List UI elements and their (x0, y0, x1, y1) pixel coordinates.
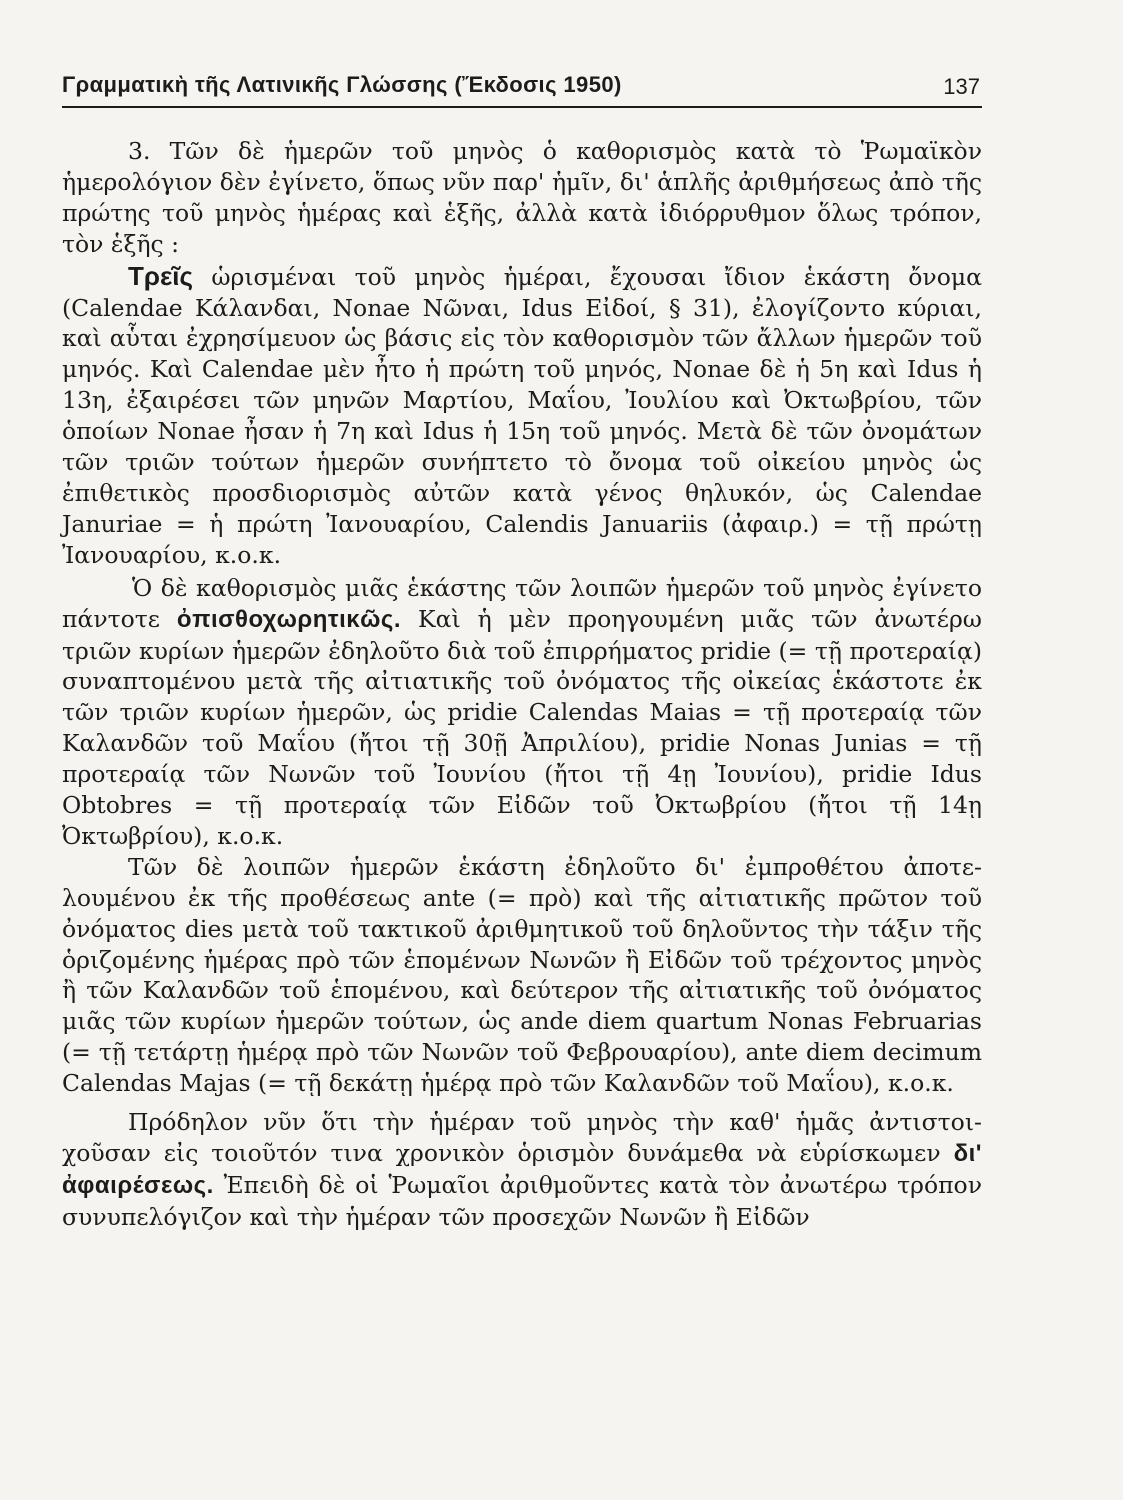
paragraph-1-text: 3. Τῶν δὲ ἡμερῶν τοῦ μηνὸς ὁ καθορισμὸς κατὰ τὸ Ῥωμαϊκὸν ἡμερολόγιον δὲν ἐγίνετο, ὅπως νῦν παρ' ἡμῖν, δι' ἁπλῆς ἀριθμήσεως ἀπὸ τῆς πρώτης τοῦ μηνὸς ἡμέρας καὶ ἑξῆς, ἀλλὰ κατὰ ἰδιόρρυθμον ὅλως τρόπον, τὸν ἑξῆς : (62, 137, 982, 258)
paragraph-3 (62, 573, 982, 852)
paragraph-5-emphasis: δι' ἀφαιρέσεως. (62, 1140, 982, 1199)
running-header (62, 66, 982, 108)
paragraph-2-text: ὡρισμέναι τοῦ μηνὸς ἡμέραι, ἔχουσαι ἴδιον ἑκάστη ὄνομα (Calendae Κάλανδαι, Nonae Νῶναι, Idus Εἰδοί, § 31), ἐλογίζοντο κύριαι, καὶ αὗται ἐχρησίμευον ὡς βάσις εἰς τὸν καθορισμὸν τῶν ἄλλων ἡμερῶν τοῦ μηνός. Καὶ Calendae μὲν ἦτο ἡ πρώτη τοῦ μηνός, Nonae δὲ ἡ 5η καὶ Idus ἡ 13η, ἐξαιρέσει τῶν μηνῶν Μαρτίου, Μαΐου, Ἰουλίου καὶ Ὀκτωβρίου, τῶν ὁποίων Nonae ἦσαν ἡ 7η καὶ Idus ἡ 15η τοῦ μηνός. Μετὰ δὲ τῶν ὀνομάτων τῶν τριῶν τούτων ἡμερῶν συνήπτετο τὸ ὄνομα τοῦ οἰκείου μηνὸς ὡς ἐπιθετικὸς προσδιορισμὸς αὐτῶν κατὰ γένος θηλυκόν, ὡς Calendae Januriae = ἡ πρώτη Ἰανουαρίου, Calendis Januariis (ἀφαιρ.) = τῇ πρώτῃ Ἰανουαρίου, κ.ο.κ. (62, 262, 982, 569)
paragraph-4-text: Τῶν δὲ λοιπῶν ἡμερῶν ἑκάστη ἐδηλοῦτο δι' ἐμπροθέτου ἀποτελουμένου ἐκ τῆς προθέσεως ante (= πρὸ) καὶ τῆς αἰτιατικῆς πρῶτον τοῦ ὀνόματος dies μετὰ τοῦ τακτικοῦ ἀριθμητικοῦ τοῦ δηλοῦντος τὴν τάξιν τῆς ὁριζομένης ἡμέρας πρὸ τῶν ἑπομένων Νωνῶν ἢ Εἰδῶν τοῦ τρέχοντος μηνὸς ἢ τῶν Καλανδῶν τοῦ ἑπομένου, καὶ δεύτερον τῆς αἰτιατικῆς τοῦ ὀνόματος μιᾶς τῶν κυρίων ἡμερῶν τούτων, ὡς ande diem quartum Nonas Februarias (= τῇ τετάρτῃ ἡμέρᾳ πρὸ τῶν Νωνῶν τοῦ Φεβρουαρίου), ante diem decimum Calendas Majas (= τῇ δεκάτῃ ἡμέρᾳ πρὸ τῶν Καλανδῶν τοῦ Μαΐου), κ.ο.κ. (62, 852, 982, 1098)
paragraph-3-text-b: Καὶ ἡ μὲν προηγουμένη μιᾶς τῶν ἀνωτέρω τριῶν κυρίων ἡμερῶν ἐδηλοῦτο διὰ τοῦ ἐπιρρήματος pridie (= τῇ προτεραίᾳ) συναπτομένου μετὰ τῆς αἰτιατικῆς τοῦ ὀνόματος τῆς οἰκείας ἑκάστοτε ἐκ τῶν τριῶν κυρίων ἡμερῶν, ὡς pridie Calendas Maias = τῇ προτεραίᾳ τῶν Καλανδῶν τοῦ Μαΐου (ἤτοι τῇ 30ῇ Ἀπριλίου), pridie Nonas Junias = τῇ προτεραίᾳ τῶν Νωνῶν τοῦ Ἰουνίου (ἤτοι τῇ 4ῃ Ἰουνίου), pridie Idus Obtobres = τῇ προτεραίᾳ τῶν Εἰδῶν τοῦ Ὀκτωβρίου (ἤτοι τῇ 14ῃ Ὀκτωβρίου), κ.ο.κ. (62, 604, 982, 850)
paragraph-2-lead-word: Τρεῖς (128, 260, 194, 291)
paragraph-5 (62, 1107, 982, 1233)
paragraph-1 (62, 136, 982, 260)
paragraph-4 (62, 852, 982, 1099)
paragraph-3-emphasis: ὀπισθοχωρητικῶς. (176, 605, 402, 633)
paragraph-2 (62, 261, 982, 571)
page-number: 137 (943, 74, 980, 99)
paragraph-5-text-a: Πρόδηλον νῦν ὅτι τὴν ἡμέραν τοῦ μηνὸς τὴν καθ' ἡμᾶς ἀντιστοιχοῦσαν εἰς τοιοῦτόν τινα χρονικὸν ὁρισμὸν δυνάμεθα νὰ εὑρίσκωμεν (62, 1108, 982, 1167)
header-title: Γραμματικὴ τῆς Λατινικῆς Γλώσσης (Ἔκδοσις 1950) (62, 72, 622, 97)
paragraph-5-text-b: Ἐπειδὴ δὲ οἱ Ῥωμαῖοι ἀριθμοῦντες κατὰ τὸν ἀνωτέρω τρόπον συνυπελόγιζον καὶ τὴν ἡμέραν τῶν προσεχῶν Νωνῶν ἢ Εἰδῶν (62, 1170, 982, 1231)
body-text (62, 136, 982, 1233)
paragraph-3-text-a: Ὁ δὲ καθορισμὸς μιᾶς ἑκάστης τῶν λοιπῶν ἡμερῶν τοῦ μηνὸς ἐγίνετο πάντοτε (62, 573, 982, 633)
